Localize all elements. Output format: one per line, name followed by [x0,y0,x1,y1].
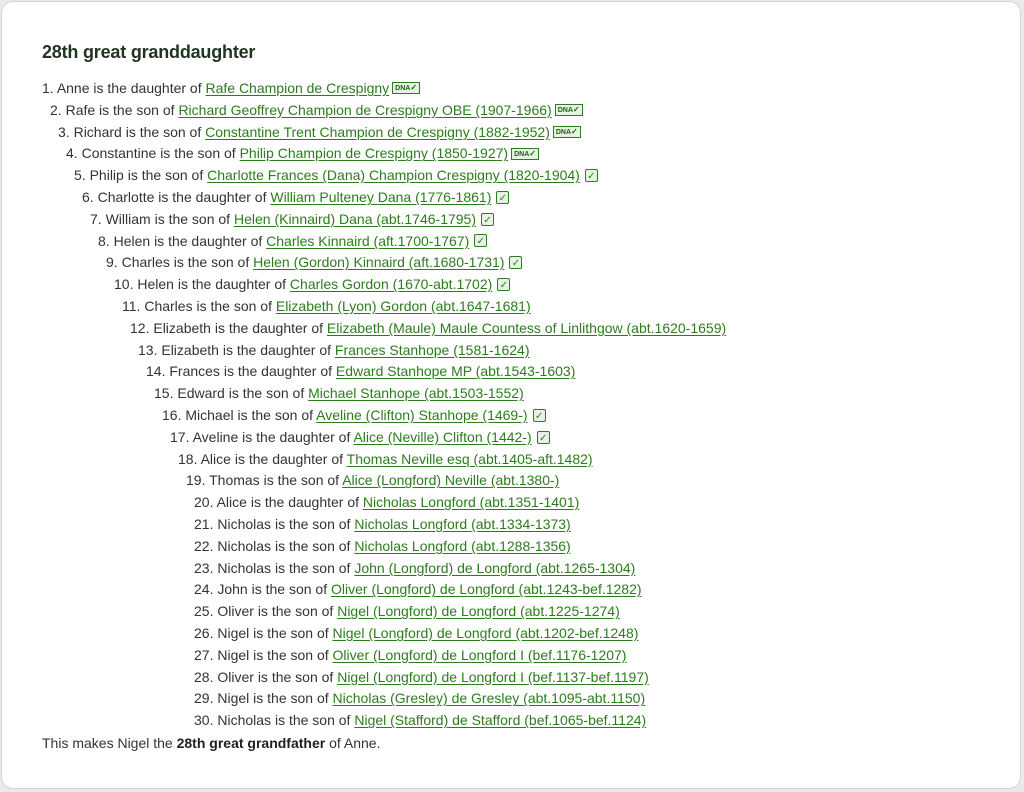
ancestor-link[interactable]: Nigel (Stafford) de Stafford (bef.1065-bef.1124) [354,712,647,729]
row-number: 24. [194,581,214,598]
row-subject: Oliver [217,668,254,685]
ancestor-link[interactable]: Constantine Trent Champion de Crespigny (1882-1952) [205,123,550,140]
ancestor-link[interactable]: Oliver (Longford) de Longford (abt.1243-bef.1282) [331,581,642,598]
row-number: 26. [194,624,214,641]
row-number: 19. [186,472,206,489]
row-relation: is the daughter of [223,363,333,380]
ancestor-link[interactable]: William Pulteney Dana (1776-1861) [270,188,492,205]
row-subject: William [105,210,151,227]
chain-row [2,427,1022,449]
row-subject: Charlotte [97,188,155,205]
checkmark-icon: ✓ [572,105,580,115]
chain-row [2,667,1022,689]
ancestor-link[interactable]: Charles Kinnaird (aft.1700-1767) [266,232,470,249]
row-number: 11. [122,297,141,314]
chain-row [2,318,1022,340]
confirmed-checkmark-icon[interactable]: ✓ [537,431,550,444]
row-subject: Charles [121,254,170,271]
dna-confirmed-icon[interactable] [555,104,583,116]
ancestor-link[interactable]: Nicholas (Gresley) de Gresley (abt.1095-abt.1150) [332,690,646,707]
row-number: 17. [170,428,190,445]
summary-sentence [42,733,380,754]
row-number: 28. [194,668,214,685]
dna-badge-label: DNA [395,85,411,93]
summary-relationship: 28th great grandfather [176,735,326,751]
ancestor-link[interactable]: Alice (Neville) Clifton (1442-) [353,428,532,445]
dna-badge-label: DNA [555,128,572,136]
page-title: 28th great granddaughter [42,42,256,62]
chain-row [2,623,1022,645]
chain-row [2,296,1022,318]
row-relation: is the son of [173,254,250,271]
row-relation: is the son of [263,472,340,489]
dna-confirmed-icon[interactable] [553,126,581,138]
ancestor-link[interactable]: Michael Stanhope (abt.1503-1552) [308,385,524,402]
row-number: 25. [194,603,214,620]
row-subject: Nigel [217,690,250,707]
ancestor-link[interactable]: Rafe Champion de Crespigny [205,80,390,96]
row-subject: Alice [200,450,231,467]
ancestor-link[interactable]: Helen (Kinnaird) Dana (abt.1746-1795) [233,210,477,227]
ancestor-link[interactable]: Oliver (Longford) de Longford I (bef.1176-1207) [332,646,627,663]
chain-row [2,100,1022,122]
row-number: 1. [42,80,54,96]
relationship-chain [2,78,1022,732]
summary-suffix: of Anne. [329,735,381,751]
row-number: 10. [114,276,134,293]
row-subject: Edward [177,385,225,402]
row-number: 4. [66,145,78,162]
chain-row [2,536,1022,558]
summary-prefix: This makes Nigel the [42,735,173,751]
row-relation: is the son of [196,297,272,314]
ancestor-link[interactable]: Frances Stanhope (1581-1624) [334,341,530,358]
chain-row [2,492,1022,514]
row-subject: Thomas [209,472,260,489]
row-subject: Elizabeth [161,341,219,358]
row-relation: is the son of [127,167,204,184]
row-subject: Michael [185,406,234,423]
confirmed-checkmark-icon[interactable]: ✓ [533,409,546,422]
row-subject: Oliver [217,603,254,620]
ancestor-link[interactable]: Nicholas Longford (abt.1288-1356) [354,537,571,554]
row-relation: is the daughter of [242,428,351,445]
chain-row [2,187,1022,209]
row-number: 21. [194,515,214,532]
row-number: 29. [194,690,214,707]
chain-row [2,383,1022,405]
row-number: 16. [162,406,182,423]
dna-confirmed-icon[interactable] [511,148,539,160]
row-subject: Helen [113,232,151,249]
ancestor-link[interactable]: Helen (Gordon) Kinnaird (aft.1680-1731) [253,254,505,271]
row-number: 13. [138,341,158,358]
chain-row [2,688,1022,710]
chain-row [2,514,1022,536]
row-subject: Charles [144,297,193,314]
chain-row [2,579,1022,601]
ancestor-link[interactable]: Edward Stanhope MP (abt.1543-1603) [335,363,576,380]
checkmark-icon: ✓ [529,148,536,158]
row-number: 2. [50,101,62,118]
chain-row [2,252,1022,274]
row-relation: is the son of [274,712,351,729]
ancestor-link[interactable]: John (Longford) de Longford (abt.1265-1304) [354,559,636,576]
row-number: 30. [194,712,214,729]
chain-row [2,470,1022,492]
row-subject: Elizabeth [153,319,211,336]
confirmed-checkmark-icon[interactable]: ✓ [496,191,509,204]
row-subject: Anne [56,80,90,96]
chain-row [2,274,1022,296]
row-subject: Nicholas [217,712,272,729]
row-subject: Nicholas [217,537,272,554]
chain-row [2,209,1022,231]
row-subject: Nigel [217,646,250,663]
row-relation: is the son of [274,515,351,532]
row-number: 8. [98,232,110,249]
row-relation: is the son of [257,668,334,685]
confirmed-checkmark-icon[interactable]: ✓ [481,213,494,226]
row-relation: is the son of [251,581,328,598]
ancestor-link[interactable]: Charlotte Frances (Dana) Champion Crespigny (1820-1904) [207,167,580,184]
ancestor-link[interactable]: Thomas Neville esq (abt.1405-aft.1482) [346,450,593,467]
ancestor-link[interactable]: Elizabeth (Lyon) Gordon (abt.1647-1681) [275,297,531,314]
ancestor-link[interactable]: Nicholas Longford (abt.1334-1373) [354,515,571,532]
row-number: 7. [90,210,102,227]
ancestor-link[interactable]: Nigel (Longford) de Longford (abt.1202-bef.1248) [332,624,639,641]
row-subject: Helen [137,276,174,293]
row-relation: is the daughter of [93,80,202,96]
row-relation: is the son of [228,385,305,402]
chain-row [2,340,1022,362]
ancestor-link[interactable]: Nicholas Longford (abt.1351-1401) [362,494,580,511]
row-subject: Nicholas [217,515,272,532]
row-relation: is the daughter of [222,341,332,358]
row-relation: is the son of [125,123,202,140]
row-subject: John [217,581,248,598]
row-relation: is the daughter of [214,319,324,336]
chain-row [2,710,1022,732]
dna-confirmed-icon[interactable] [392,82,420,94]
chain-row [2,405,1022,427]
row-relation: is the daughter of [158,188,267,205]
row-relation: is the daughter of [234,450,344,467]
row-subject: Philip [89,167,124,184]
row-relation: is the son of [99,101,175,118]
confirmed-checkmark-icon[interactable]: ✓ [474,234,487,247]
chain-row [2,78,1022,100]
ancestor-link[interactable]: Alice (Longford) Neville (abt.1380-) [342,472,560,489]
row-number: 6. [82,188,94,205]
row-relation: is the daughter of [250,494,360,511]
row-relation: is the daughter of [154,232,263,249]
checkmark-icon: ✓ [571,126,578,136]
ancestor-link[interactable]: Philip Champion de Crespigny (1850-1927) [239,145,509,162]
row-relation: is the son of [253,646,329,663]
ancestor-link[interactable]: Nigel (Longford) de Longford (abt.1225-1274) [337,603,620,620]
row-relation: is the son of [160,145,236,162]
chain-row [2,122,1022,144]
row-number: 3. [58,123,70,140]
chain-row [2,231,1022,253]
row-number: 5. [74,167,86,184]
chain-row [2,361,1022,383]
relationship-card [1,1,1021,789]
row-relation: is the son of [154,210,231,227]
row-subject: Rafe [65,101,96,118]
row-number: 9. [106,254,118,271]
row-number: 27. [194,646,214,663]
ancestor-link[interactable]: Charles Gordon (1670-abt.1702) [289,276,493,293]
chain-row [2,558,1022,580]
row-subject: Nicholas [217,559,272,576]
checkmark-icon: ✓ [410,83,418,93]
ancestor-link[interactable]: Nigel (Longford) de Longford I (bef.1137-bef.1197) [337,668,649,685]
ancestor-link[interactable]: Aveline (Clifton) Stanhope (1469-) [316,406,528,423]
row-number: 12. [130,319,150,336]
chain-row [2,601,1022,623]
row-subject: Nigel [217,624,250,641]
row-relation: is the son of [253,690,329,707]
ancestor-link[interactable]: Richard Geoffrey Champion de Crespigny OBE (1907-1966) [178,101,552,118]
row-relation: is the son of [274,559,351,576]
row-number: 20. [194,494,214,511]
dna-badge-label: DNA [557,107,573,115]
row-subject: Alice [216,494,247,511]
confirmed-checkmark-icon[interactable]: ✓ [497,278,510,291]
row-number: 22. [194,537,214,554]
row-number: 14. [146,363,166,380]
chain-row [2,449,1022,471]
row-relation: is the daughter of [177,276,287,293]
row-subject: Richard [73,123,122,140]
chain-row [2,645,1022,667]
row-relation: is the son of [237,406,313,423]
row-relation: is the son of [274,537,351,554]
row-subject: Frances [169,363,220,380]
chain-row [2,165,1022,187]
ancestor-link[interactable]: Elizabeth (Maule) Maule Countess of Linlithgow (abt.1620-1659) [326,319,727,336]
row-number: 23. [194,559,214,576]
row-number: 18. [178,450,198,467]
confirmed-checkmark-icon[interactable]: ✓ [509,256,522,269]
row-relation: is the son of [253,624,329,641]
row-subject: Constantine [81,145,157,162]
row-subject: Aveline [192,428,239,445]
confirmed-checkmark-icon[interactable]: ✓ [585,169,598,182]
dna-badge-label: DNA [514,150,530,158]
chain-row [2,143,1022,165]
row-relation: is the son of [257,603,334,620]
row-number: 15. [154,385,174,402]
